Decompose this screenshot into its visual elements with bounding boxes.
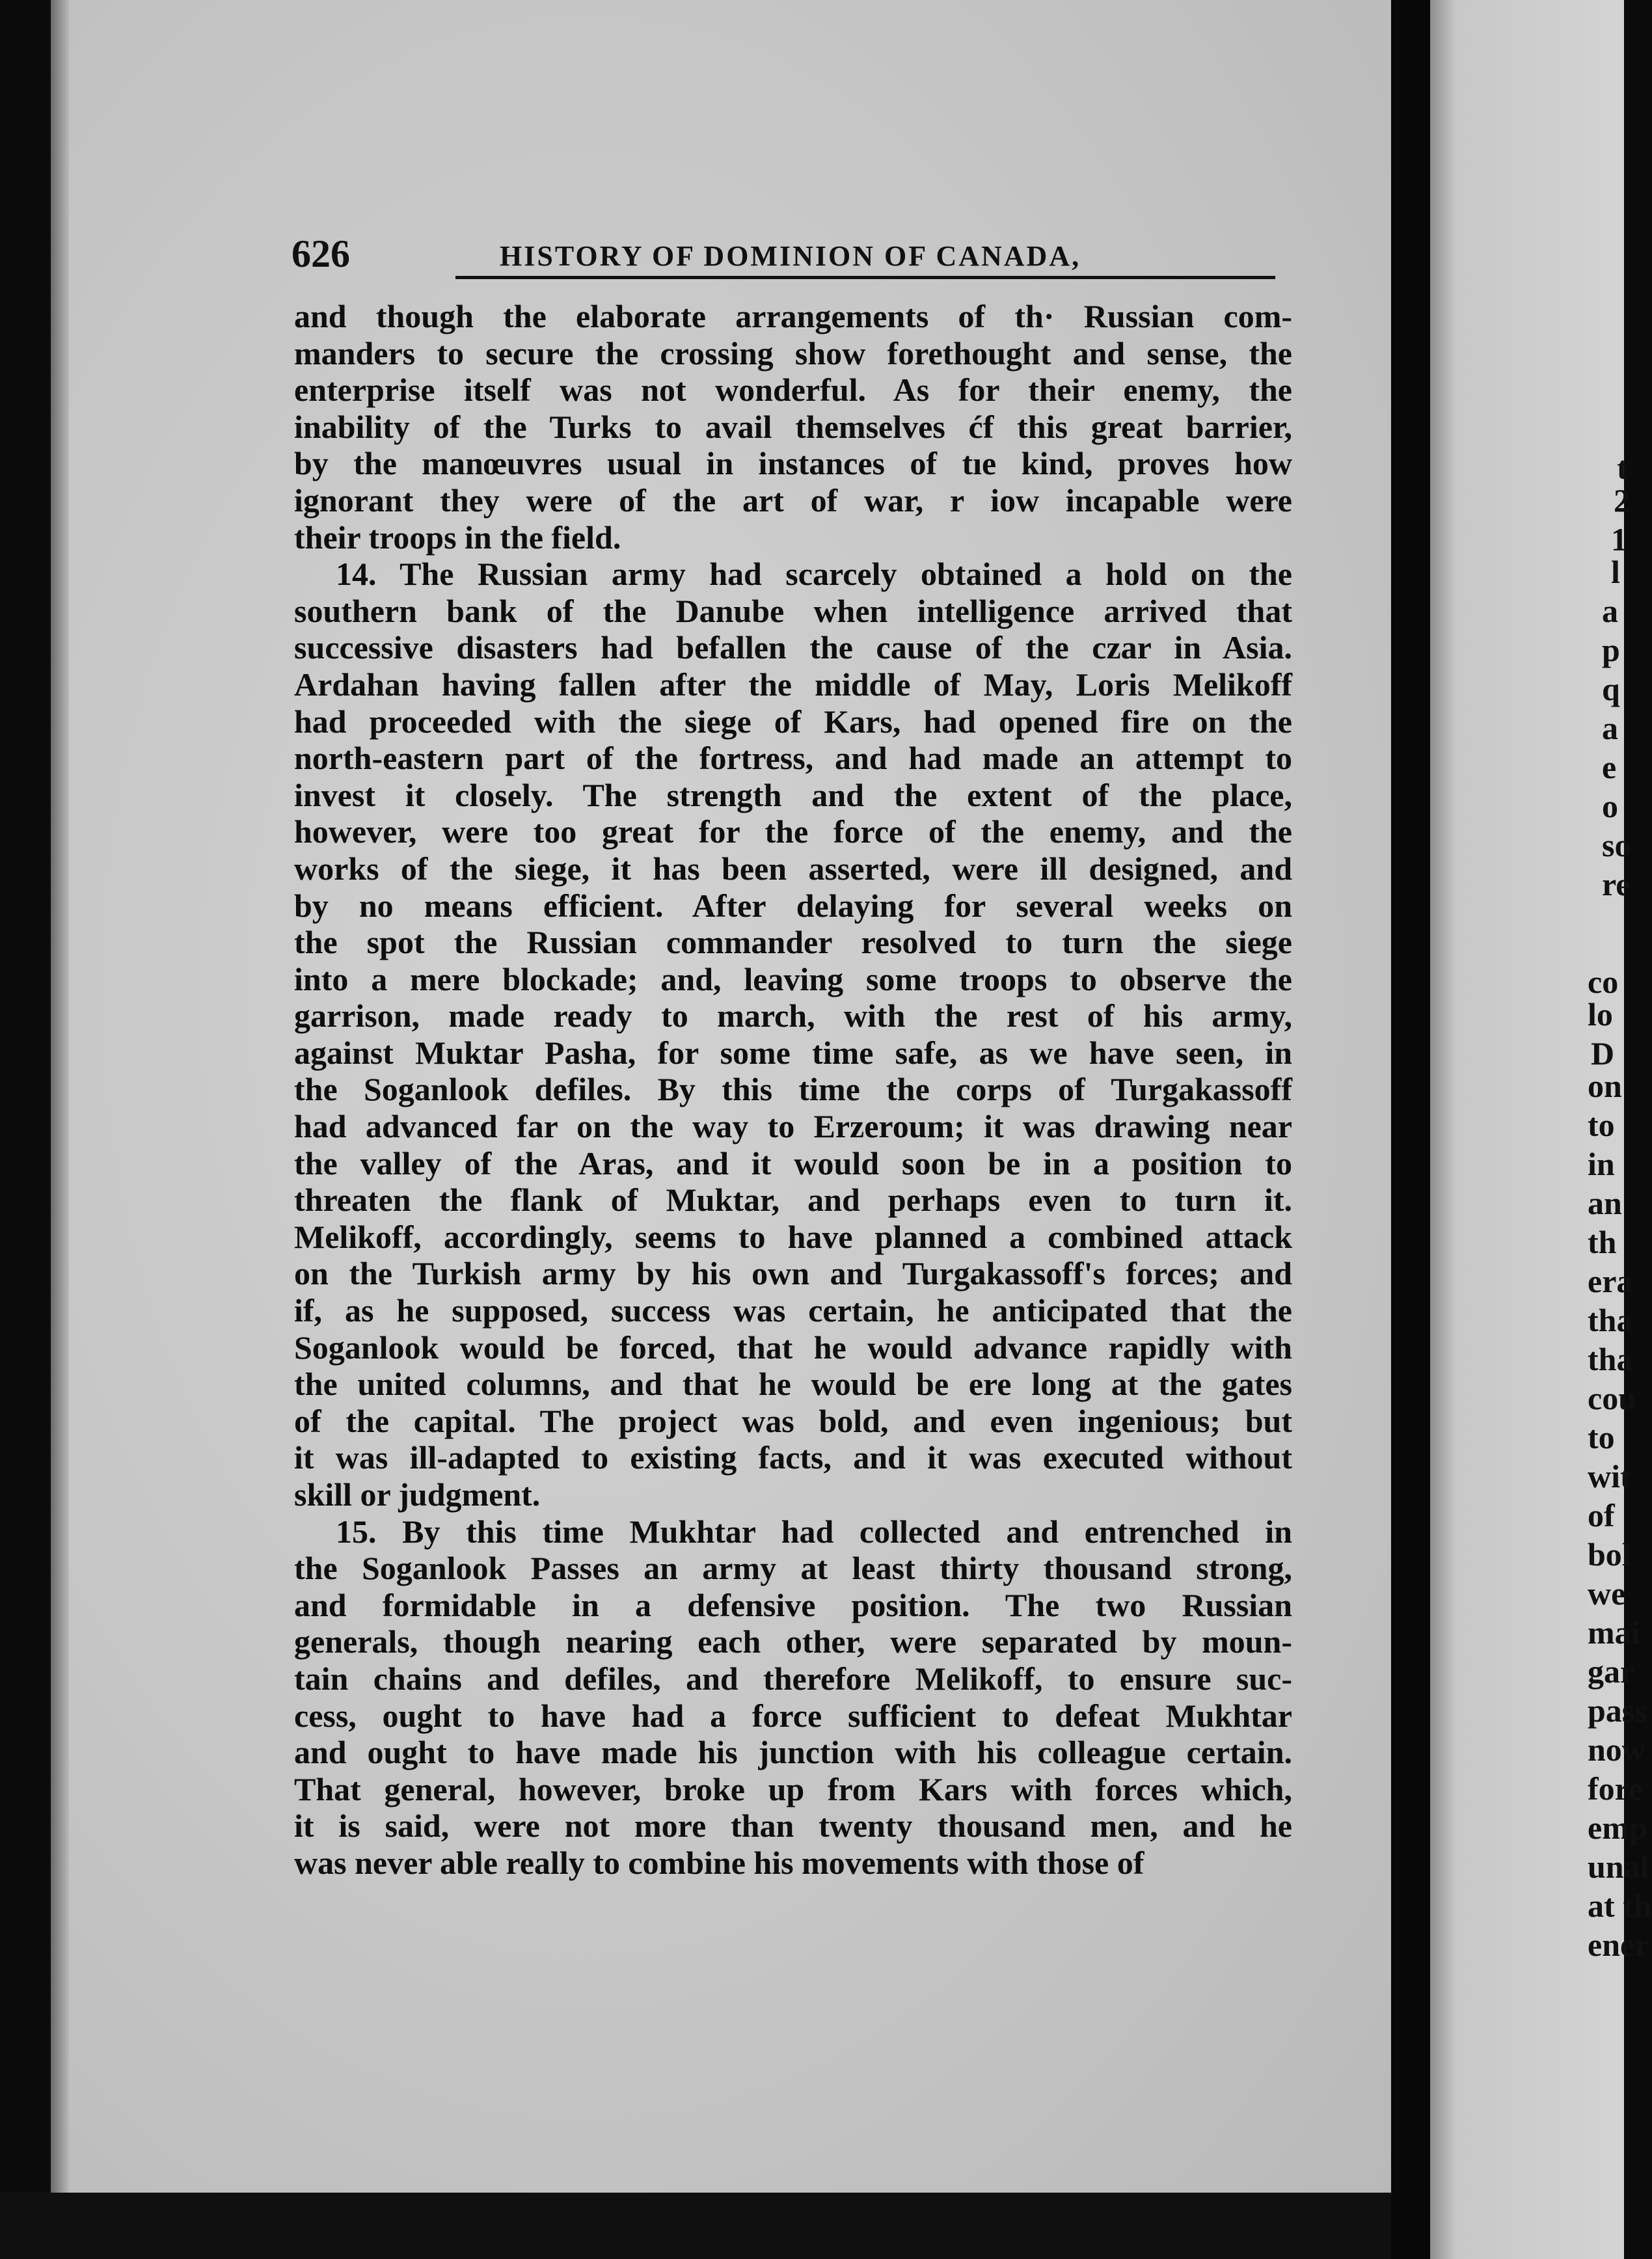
facing-page-fragment: cou xyxy=(1588,1380,1636,1416)
page-header xyxy=(291,226,1280,278)
facing-page-fragment: at th xyxy=(1588,1887,1652,1924)
facing-page-fragment: o xyxy=(1602,788,1618,824)
text-line: the spot the Russian commander resolved to turn the siege xyxy=(294,924,1292,961)
facing-page-fragment: co xyxy=(1588,964,1619,1000)
text-line: and formidable in a defensive position. The two Russian xyxy=(294,1586,1292,1623)
text-line: Soganlook would be forced, that he would advance rapidly with xyxy=(294,1329,1292,1366)
facing-page-fragment: pass xyxy=(1588,1692,1647,1729)
facing-page-fragment: era xyxy=(1588,1263,1633,1299)
text-line: inability of the Turks to avail themselves ćf this great barrier, xyxy=(294,408,1292,445)
text-line: the Soganlook Passes an army at least thirty thousand strong, xyxy=(294,1550,1292,1587)
facing-page-fragment: mai xyxy=(1588,1614,1640,1651)
facing-page-fragment: to xyxy=(1588,1419,1615,1455)
facing-page-fragment: a xyxy=(1602,593,1618,629)
facing-page-fragment: now xyxy=(1588,1731,1645,1768)
text-line: ignorant they were of the art of war, r iow incapable were xyxy=(294,481,1292,519)
text-line: was never able really to combine his movements with those of xyxy=(294,1844,1144,1881)
text-line: on the Turkish army by his own and Turgakassoff's forces; and xyxy=(294,1255,1292,1292)
facing-page-fragment: we xyxy=(1588,1575,1626,1612)
facing-page-fragment: unal xyxy=(1588,1848,1649,1885)
text-line: it was ill-adapted to existing facts, and it was executed without xyxy=(294,1439,1292,1476)
text-line: enterprise itself was not wonderful. As for their enemy, the xyxy=(294,372,1292,409)
facing-page-fragment: of xyxy=(1588,1497,1615,1534)
book-gutter xyxy=(1391,0,1430,2259)
facing-page-fragment: 1 xyxy=(1611,521,1627,558)
text-line: by no means efficient. After delaying for several weeks on xyxy=(294,887,1292,924)
facing-page-fragment: 2 xyxy=(1614,482,1630,519)
text-line: generals, though nearing each other, were separated by moun- xyxy=(294,1623,1292,1660)
text-line: into a mere blockade; and, leaving some troops to observe the xyxy=(294,960,1292,997)
text-line: and ought to have made his junction with his colleague certain. xyxy=(294,1734,1292,1771)
facing-page-fragment: lo xyxy=(1588,996,1613,1033)
text-line: Ardahan having fallen after the middle of May, Loris Melikoff xyxy=(294,666,1292,703)
facing-page-fragment: re xyxy=(1602,866,1631,902)
text-line: if, as he supposed, success was certain, he anticipated that the xyxy=(294,1292,1292,1329)
text-line: manders to secure the crossing show forethought and sense, the xyxy=(294,334,1292,372)
text-line: successive disasters had befallen the cause of the czar in Asia. xyxy=(294,629,1292,666)
facing-page-fragment: D xyxy=(1591,1035,1615,1072)
text-line: cess, ought to have had a force sufficient to defeat Mukhtar xyxy=(294,1697,1292,1734)
facing-page-fragment: bol xyxy=(1588,1536,1631,1573)
text-line: works of the siege, it has been asserted, were ill designed, and xyxy=(294,850,1292,887)
text-line: That general, however, broke up from Kars with forces which, xyxy=(294,1770,1292,1807)
facing-page-fragment: emp xyxy=(1588,1809,1647,1846)
text-line: Melikoff, accordingly, seems to have planned a combined attack xyxy=(294,1218,1292,1255)
page-number: 626 xyxy=(291,232,350,275)
facing-page-fragment: tha xyxy=(1588,1341,1633,1377)
text-line: their troops in the field. xyxy=(294,519,621,556)
facing-page-fragment: t xyxy=(1617,450,1628,486)
facing-page-fragment: l xyxy=(1611,554,1620,590)
facing-page-fragment: fore xyxy=(1588,1770,1644,1807)
text-line: however, were too great for the force of the enemy, and the xyxy=(294,813,1292,850)
text-line: the united columns, and that he would be ere long at the gates xyxy=(294,1366,1292,1403)
text-line: 14. The Russian army had scarcely obtained a hold on the xyxy=(336,556,1292,593)
facing-page-fragment: q xyxy=(1602,671,1620,707)
text-line: of the capital. The project was bold, and even ingenious; but xyxy=(294,1402,1292,1439)
facing-page-fragment: in xyxy=(1588,1146,1615,1182)
facing-page-fragment: p xyxy=(1602,632,1620,668)
facing-page-fragment: an xyxy=(1588,1185,1622,1221)
book-page-right xyxy=(1430,0,1652,2259)
running-title: HISTORY OF DOMINION OF CANADA, xyxy=(500,240,1081,272)
facing-page-fragment: to xyxy=(1588,1107,1615,1143)
text-line: north-eastern part of the fortress, and had made an attempt to xyxy=(294,740,1292,777)
text-line: threaten the flank of Muktar, and perhaps even to turn it. xyxy=(294,1182,1292,1219)
text-line: it is said, were not more than twenty thousand men, and he xyxy=(294,1807,1292,1845)
text-line: garrison, made ready to march, with the rest of his army, xyxy=(294,997,1292,1035)
scan-border-bottom xyxy=(0,2193,1391,2259)
text-line: skill or judgment. xyxy=(294,1476,541,1513)
text-line: invest it closely. The strength and the extent of the place, xyxy=(294,776,1292,813)
text-line: the valley of the Aras, and it would soon be in a position to xyxy=(294,1144,1292,1182)
facing-page-fragment: gar xyxy=(1588,1653,1635,1690)
text-line: had proceeded with the siege of Kars, had opened fire on the xyxy=(294,703,1292,740)
facing-page-fragment: ener xyxy=(1588,1927,1649,1963)
text-line: and though the elaborate arrangements of th· Russian com- xyxy=(294,298,1292,334)
facing-page-fragment: on xyxy=(1588,1068,1622,1104)
facing-page-fragment: e xyxy=(1602,749,1617,785)
text-line: the Soganlook defiles. By this time the corps of Turgakassoff xyxy=(294,1071,1292,1108)
text-line: tain chains and defiles, and therefore Melikoff, to ensure suc- xyxy=(294,1660,1292,1697)
text-line: by the manœuvres usual in instances of tıe kind, proves how xyxy=(294,445,1292,482)
facing-page-fragment: so xyxy=(1602,827,1631,863)
text-line: had advanced far on the way to Erzeroum; it was drawing near xyxy=(294,1108,1292,1145)
text-line: 15. By this time Mukhtar had collected and entrenched in xyxy=(336,1513,1292,1550)
facing-page-fragment: th xyxy=(1588,1224,1617,1260)
page-shadow-edge xyxy=(51,0,69,2193)
facing-page-fragment: wit xyxy=(1588,1458,1631,1495)
text-line: against Muktar Pasha, for some time safe, as we have seen, in xyxy=(294,1034,1292,1071)
text-line: southern bank of the Danube when intelligence arrived that xyxy=(294,592,1292,629)
facing-page-fragment: tha xyxy=(1588,1302,1633,1338)
facing-page-fragment: a xyxy=(1602,710,1618,746)
header-rule xyxy=(455,276,1275,279)
body-text xyxy=(294,298,1292,1882)
